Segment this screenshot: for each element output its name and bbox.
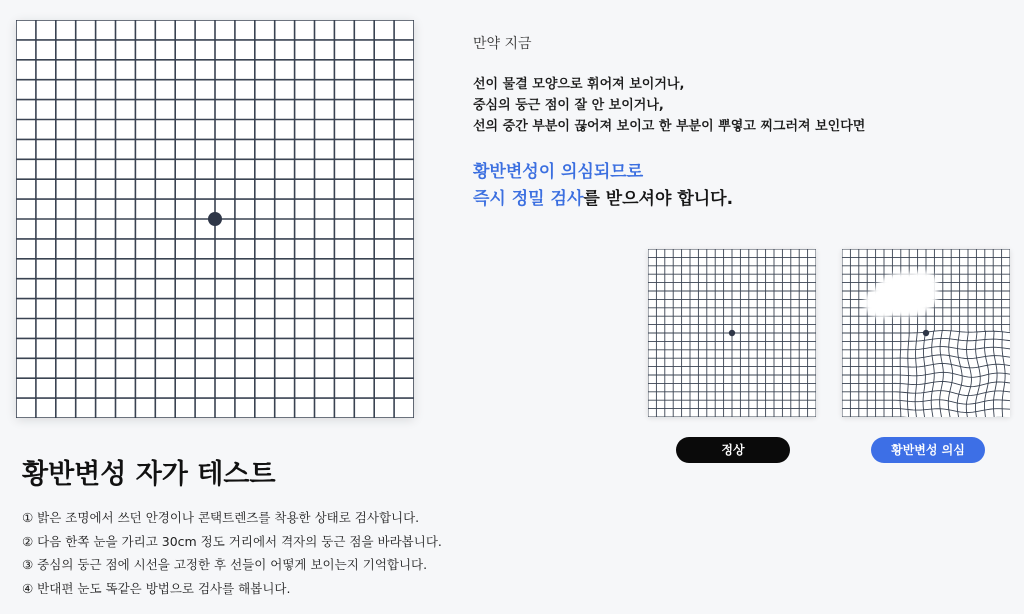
symptom-list (473, 74, 993, 137)
page-title: 황반변성 자가 테스트 (22, 459, 276, 490)
center-fixation-dot (923, 330, 929, 336)
warning-message (473, 159, 733, 213)
amd-vision-grid (842, 249, 1010, 417)
step-item: ① 밝은 조명에서 쓰던 안경이나 콘택트렌즈를 착용한 상태로 검사합니다. (22, 510, 420, 525)
normal-vision-grid (648, 249, 816, 417)
warning-highlight: 즉시 정밀 검사 (473, 189, 584, 209)
warning-highlight: 황반변성이 의심되므로 (473, 162, 644, 182)
center-fixation-dot (208, 212, 222, 226)
amd-grid-svg (842, 249, 1010, 417)
normal-grid-svg (648, 249, 816, 417)
step-item: ④ 반대편 눈도 똑같은 방법으로 검사를 해봅니다. (22, 580, 291, 596)
step-item: ② 다음 한쪽 눈을 가리고 30cm 정도 거리에서 격자의 둥근 점을 바라봅니다. (22, 533, 442, 549)
amsler-grid-svg (16, 20, 414, 418)
instruction-steps (22, 506, 442, 600)
center-fixation-dot (729, 330, 735, 336)
symptom-line: 선의 중간 부분이 끊어져 보이고 한 부분이 뿌옇고 찌그러져 보인다면 (473, 119, 866, 134)
amd-label-badge: 황반변성 의심 (871, 437, 985, 463)
symptom-line: 중심의 둥근 점이 잘 안 보이거나, (473, 98, 664, 113)
blurred-vision-patch (864, 271, 938, 318)
symptom-line: 선이 물결 모양으로 휘어져 보이거나, (473, 77, 685, 92)
amsler-grid-large (16, 20, 414, 418)
step-item: ③ 중심의 둥근 점에 시선을 고정한 후 선들이 어떻게 보이는지 기억합니다. (22, 557, 428, 572)
intro-text: 만약 지금 (473, 36, 532, 52)
normal-label-badge: 정상 (676, 437, 790, 463)
warning-text: 를 받으셔야 합니다. (583, 189, 734, 209)
